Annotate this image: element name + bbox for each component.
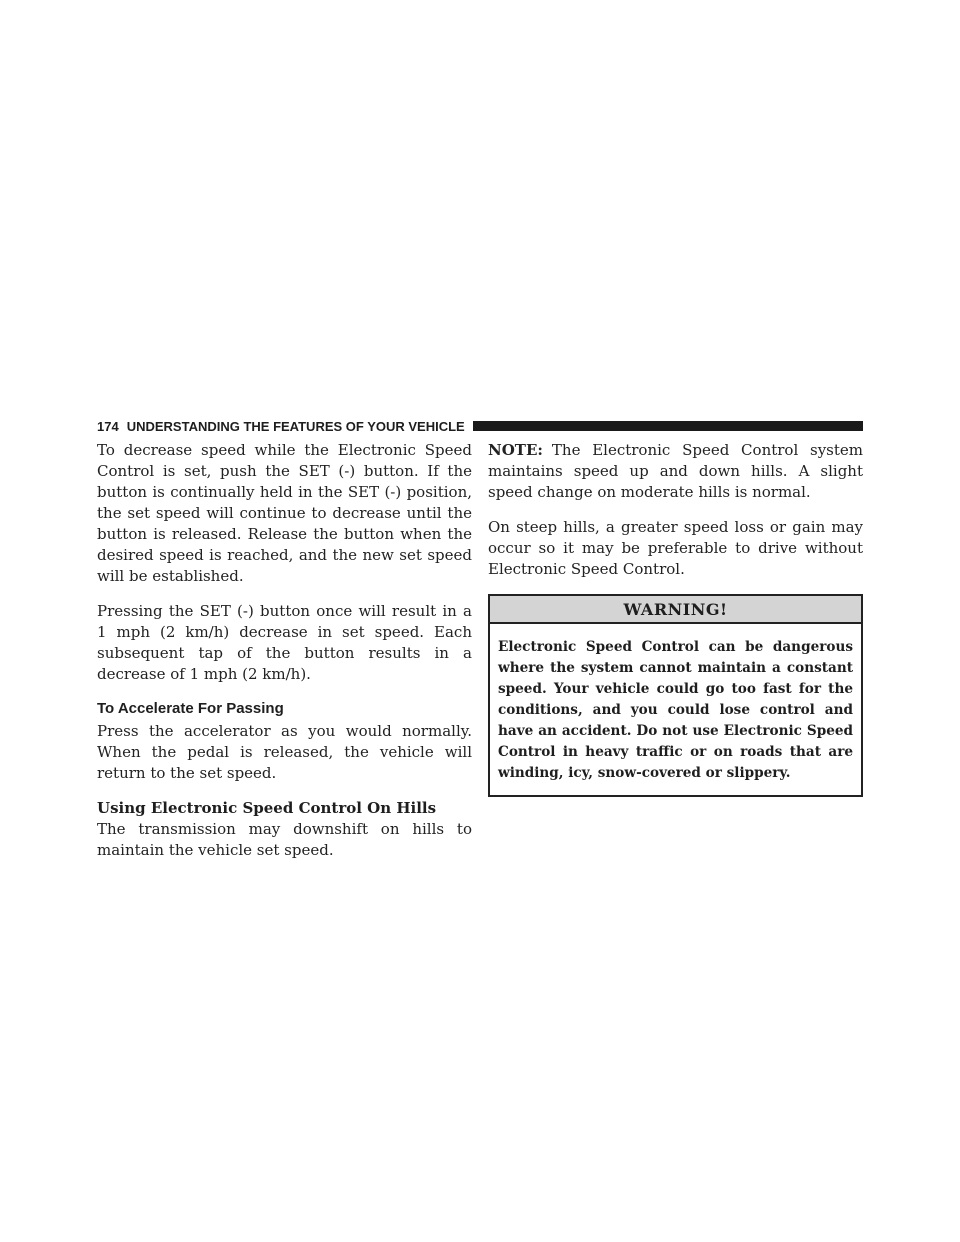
paragraph-hills: The transmission may downshift on hills to maintain the vehicle set speed. bbox=[97, 820, 472, 859]
paragraph-steep-hills: On steep hills, a greater speed loss or gain may occur so it may be preferable to drive without Electronic Speed Control. bbox=[488, 518, 863, 578]
warning-title: WARNING! bbox=[490, 596, 861, 624]
heading-accelerate-passing: To Accelerate For Passing bbox=[97, 700, 284, 717]
note-paragraph bbox=[488, 440, 863, 503]
paragraph-passing: Press the accelerator as you would normally. When the pedal is released, the vehicle will return to the set speed. bbox=[97, 722, 472, 782]
header-rule bbox=[473, 421, 863, 431]
note-label: NOTE: bbox=[488, 441, 543, 459]
warning-text: Electronic Speed Control can be dangerous where the system cannot maintain a constant speed. Your vehicle could go too fast for the conditions, and you could lose control and have an accident. Do not use Electronic Speed Control in heavy traffic or on roads that are winding, icy, snow-covered or slippery. bbox=[498, 639, 853, 781]
paragraph-decrease-speed: To decrease speed while the Electronic Speed Control is set, push the SET (-) button. If the button is continually held in the SET (-) position, the set speed will continue to decrease until the button is released. Release the button when the desired speed is reached, and the new set speed will be established. bbox=[97, 441, 472, 585]
note-text: The Electronic Speed Control system maintains speed up and down hills. A slight speed change on moderate hills is normal. bbox=[488, 441, 863, 501]
paragraph-set-tap: Pressing the SET (-) button once will result in a 1 mph (2 km/h) decrease in set speed. Each subsequent tap of the button results in a decrease of 1 mph (2 km/h). bbox=[97, 602, 472, 683]
page-header bbox=[97, 417, 863, 435]
right-column bbox=[488, 440, 863, 797]
section-title: UNDERSTANDING THE FEATURES OF YOUR VEHICLE bbox=[126, 418, 465, 434]
heading-hills: Using Electronic Speed Control On Hills bbox=[97, 799, 437, 817]
warning-box bbox=[488, 594, 863, 797]
left-column bbox=[97, 440, 472, 875]
page-number: 174 bbox=[97, 418, 119, 434]
